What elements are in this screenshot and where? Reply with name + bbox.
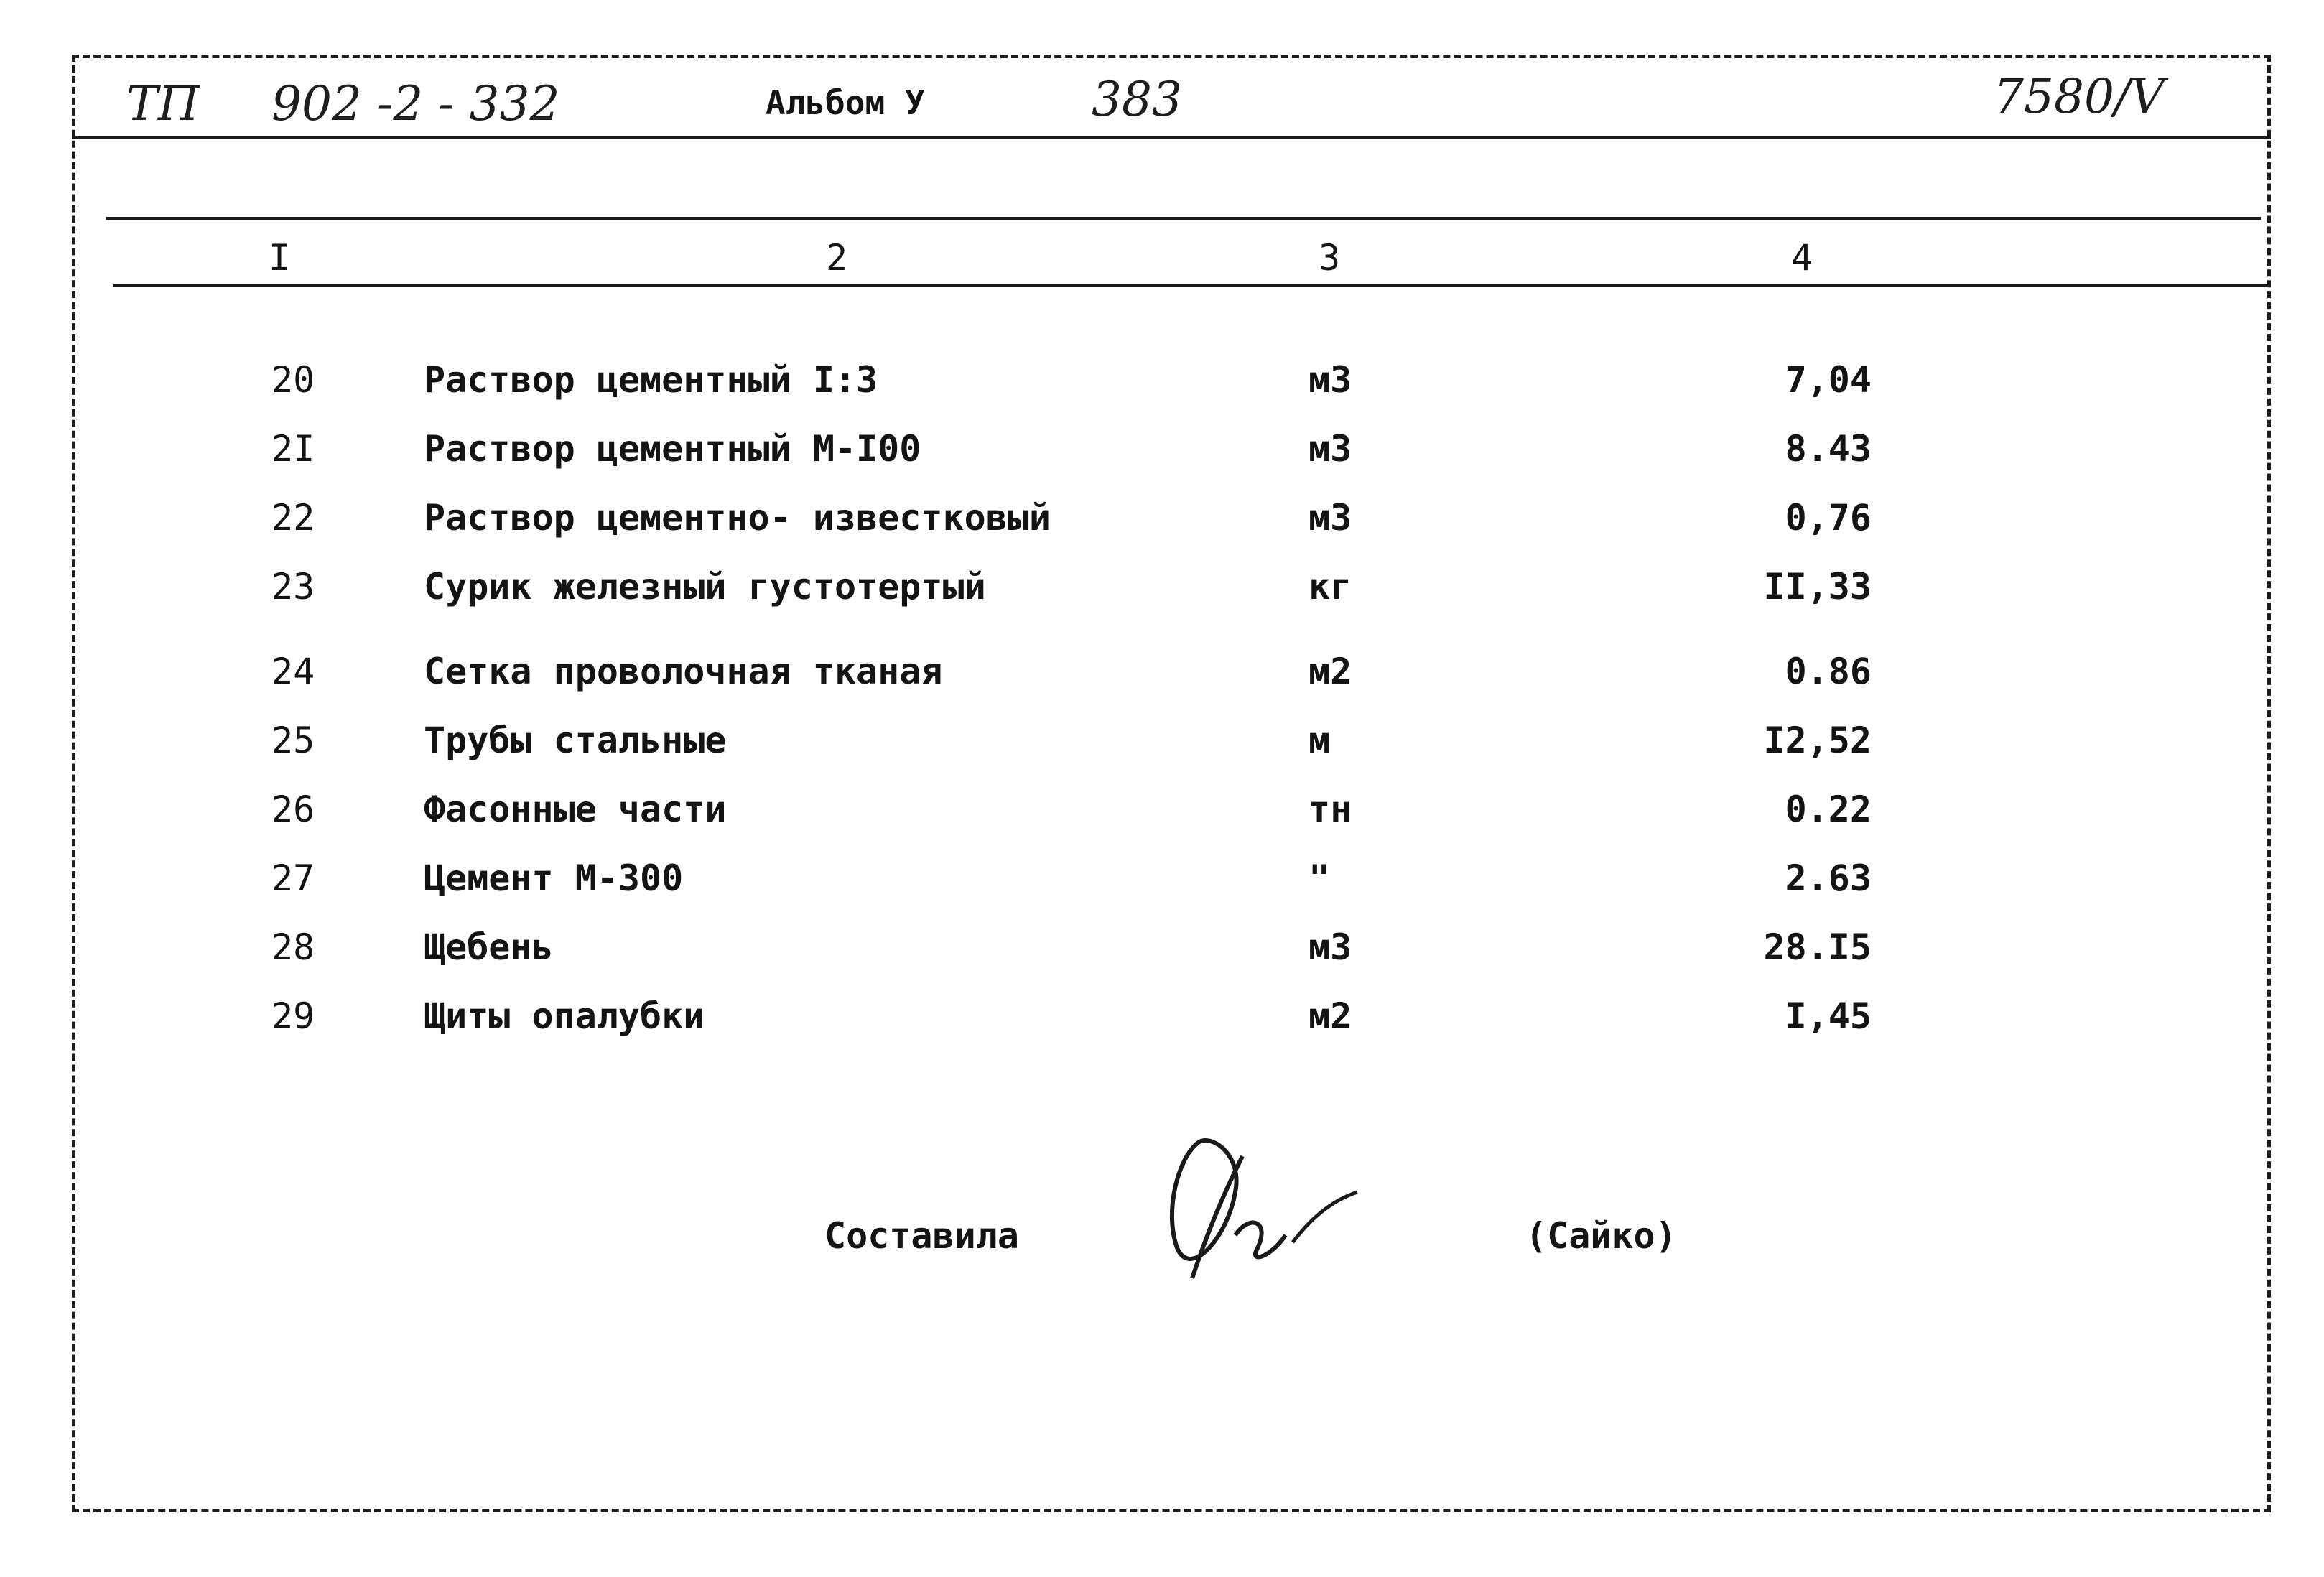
row-number: 28	[271, 926, 315, 968]
row-quantity: 2.63	[1785, 857, 1872, 899]
row-quantity: I2,52	[1763, 720, 1872, 761]
row-number: 24	[271, 651, 315, 692]
row-number: 25	[271, 720, 315, 761]
row-material: Трубы стальные	[424, 720, 727, 761]
row-quantity: 0.22	[1785, 788, 1872, 830]
row-number: 20	[271, 359, 315, 401]
row-unit: м3	[1309, 926, 1352, 968]
header-page-number: 383	[1092, 72, 1182, 127]
row-number: 26	[271, 788, 315, 830]
row-quantity: 0,76	[1785, 497, 1872, 539]
table-row	[0, 651, 2324, 715]
row-material: Щиты опалубки	[424, 995, 705, 1037]
handwritten-signature	[1149, 1127, 1365, 1293]
row-number: 23	[271, 566, 315, 608]
row-unit: м2	[1309, 651, 1352, 692]
row-quantity: I,45	[1785, 995, 1872, 1037]
row-quantity: 8.43	[1785, 428, 1872, 470]
row-material: Щебень	[424, 926, 554, 968]
row-unit: кг	[1309, 566, 1352, 608]
table-row	[0, 497, 2324, 562]
row-material: Раствор цементный М-I00	[424, 428, 921, 470]
row-number: 27	[271, 857, 315, 899]
row-unit: м	[1309, 720, 1331, 761]
header-rule	[72, 136, 2271, 139]
table-row	[0, 566, 2324, 631]
row-number: 29	[271, 995, 315, 1037]
header-album: Альбом У	[766, 83, 925, 122]
column-header-1: I	[269, 237, 291, 279]
table-row	[0, 359, 2324, 424]
row-material: Фасонные части	[424, 788, 727, 830]
table-row	[0, 995, 2324, 1060]
row-unit: м3	[1309, 359, 1352, 401]
row-unit: м2	[1309, 995, 1352, 1037]
header-project-code: 902 -2 - 332	[271, 76, 560, 131]
header-sheet-number: 7580/V	[1994, 69, 2165, 124]
row-material: Раствор цементный I:3	[424, 359, 878, 401]
row-material: Цемент М-300	[424, 857, 684, 899]
row-unit: м3	[1309, 428, 1352, 470]
row-quantity: 28.I5	[1763, 926, 1872, 968]
row-quantity: II,33	[1763, 566, 1872, 608]
compiled-by-label: Составила	[824, 1215, 1019, 1257]
row-material: Сурик железный густотертый	[424, 566, 986, 608]
row-number: 2I	[271, 428, 315, 470]
column-header-3: 3	[1319, 237, 1341, 279]
row-unit: "	[1309, 857, 1331, 899]
row-material: Раствор цементно- известковый	[424, 497, 1051, 539]
row-unit: м3	[1309, 497, 1352, 539]
row-quantity: 0.86	[1785, 651, 1872, 692]
table-row	[0, 788, 2324, 853]
table-row	[0, 720, 2324, 784]
compiler-name: (Сайко)	[1525, 1215, 1677, 1257]
column-header-4: 4	[1791, 237, 1813, 279]
document-header	[0, 0, 2324, 144]
table-row	[0, 926, 2324, 991]
row-material: Сетка проволочная тканая	[424, 651, 943, 692]
table-row	[0, 857, 2324, 922]
row-unit: тн	[1309, 788, 1352, 830]
column-header-2: 2	[826, 237, 848, 279]
table-header-rule	[113, 284, 2268, 287]
table-top-rule	[106, 217, 2261, 220]
table-row	[0, 428, 2324, 493]
header-tp: ТП	[126, 76, 200, 131]
row-number: 22	[271, 497, 315, 539]
row-quantity: 7,04	[1785, 359, 1872, 401]
